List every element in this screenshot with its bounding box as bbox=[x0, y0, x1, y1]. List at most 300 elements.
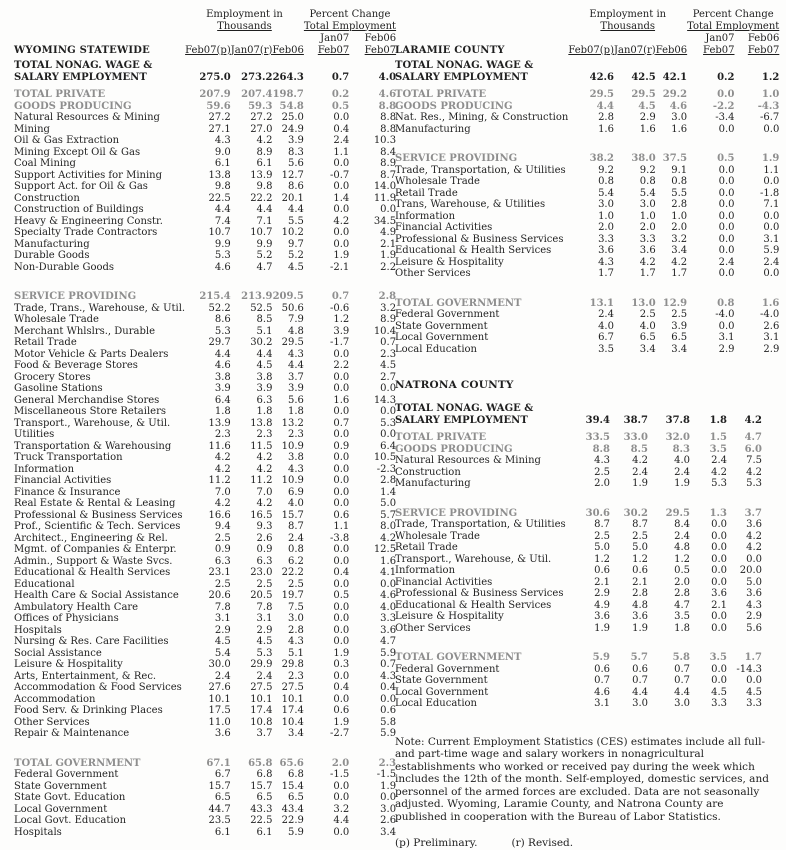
value-cell: 0.0 bbox=[333, 429, 350, 440]
value-cell: -2.2 bbox=[712, 100, 735, 112]
column-header-feb07b: Feb07 bbox=[364, 44, 397, 56]
row-label: Financial Activities bbox=[395, 222, 493, 233]
row-label: Architect., Engineering & Rel. bbox=[14, 532, 168, 544]
value-cell: 0.0 bbox=[333, 792, 350, 803]
table-row bbox=[395, 188, 779, 200]
value-cell: 22.2 bbox=[281, 567, 304, 578]
table-row bbox=[395, 153, 779, 165]
value-cell: 3.4 bbox=[671, 343, 688, 355]
value-cell: 4.2 bbox=[256, 135, 273, 146]
table-row bbox=[395, 664, 762, 676]
value-cell: 4.6 bbox=[214, 360, 231, 371]
value-cell: 4.4 bbox=[333, 815, 350, 826]
value-cell: 4.5 bbox=[256, 360, 273, 371]
value-cell: 4.2 bbox=[214, 452, 231, 463]
value-cell: 5.1 bbox=[287, 647, 304, 659]
value-cell: 3.6 bbox=[711, 588, 727, 599]
value-cell: 4.5 bbox=[287, 261, 304, 273]
row-label: Natural Resources & Mining bbox=[395, 455, 541, 466]
value-cell: 4.6 bbox=[214, 261, 231, 273]
value-cell: 2.0 bbox=[594, 478, 610, 489]
value-cell: 3.1 bbox=[214, 613, 231, 624]
row-label: Professional & Business Services bbox=[14, 509, 183, 521]
table-row bbox=[395, 415, 762, 427]
value-cell: 1.7 bbox=[639, 268, 656, 279]
value-cell: 4.2 bbox=[671, 256, 688, 268]
value-cell: 4.2 bbox=[256, 498, 273, 509]
value-cell: 0.7 bbox=[380, 659, 397, 670]
value-cell: 13.8 bbox=[208, 169, 231, 181]
value-cell: 10.7 bbox=[250, 227, 273, 238]
value-cell: 0.0 bbox=[333, 452, 350, 463]
value-cell: 4.5 bbox=[256, 636, 273, 647]
row-label: State Govt. Education bbox=[14, 792, 126, 803]
value-cell: 1.9 bbox=[333, 716, 350, 728]
row-label: TOTAL PRIVATE bbox=[395, 432, 487, 443]
table-row bbox=[395, 176, 779, 188]
value-cell: 0.0 bbox=[333, 624, 350, 636]
value-cell: -4.0 bbox=[715, 309, 735, 320]
table-row bbox=[14, 124, 396, 136]
spacer-cell bbox=[395, 135, 779, 153]
value-cell: 1.0 bbox=[598, 210, 614, 222]
table-title-wyoming: WYOMING STATEWIDE bbox=[14, 44, 150, 56]
value-cell: 3.6 bbox=[594, 611, 610, 622]
value-cell: 2.5 bbox=[287, 578, 304, 590]
value-cell: 2.8 bbox=[632, 588, 648, 599]
value-cell: 0.5 bbox=[331, 100, 350, 112]
row-label: Support Activities for Mining bbox=[14, 169, 163, 181]
value-cell: 4.2 bbox=[214, 463, 231, 475]
value-cell: 2.1 bbox=[632, 576, 648, 588]
column-header-jan07r: Jan07(r) bbox=[613, 44, 656, 56]
row-label: Wholesale Trade bbox=[395, 530, 480, 542]
value-cell: 0.0 bbox=[718, 268, 735, 279]
value-cell: 3.6 bbox=[214, 728, 231, 739]
value-cell: 19.7 bbox=[281, 590, 304, 601]
value-cell: 1.0 bbox=[671, 210, 688, 222]
row-label: TOTAL PRIVATE bbox=[14, 89, 106, 100]
value-cell: 2.2 bbox=[380, 261, 397, 273]
table-row bbox=[395, 444, 762, 456]
value-cell: 0.0 bbox=[333, 578, 350, 590]
row-label: State Government bbox=[395, 675, 488, 686]
value-cell: 3.0 bbox=[639, 199, 656, 210]
row-label: Oil & Gas Extraction bbox=[14, 135, 120, 146]
table-row bbox=[14, 464, 396, 476]
value-cell: 2.0 bbox=[639, 222, 656, 233]
value-cell: 8.8 bbox=[380, 123, 397, 135]
value-cell: 2.4 bbox=[763, 256, 780, 268]
value-cell: 6.8 bbox=[287, 769, 304, 780]
value-cell: 5.8 bbox=[672, 652, 690, 663]
table-row bbox=[14, 804, 396, 816]
value-cell: -4.3 bbox=[757, 100, 780, 112]
value-cell: 1.8 bbox=[674, 622, 690, 634]
table-row bbox=[14, 170, 396, 182]
header-spacer-cell bbox=[272, 32, 303, 44]
row-label: Transportation & Warehousing bbox=[14, 440, 172, 452]
value-cell: 8.9 bbox=[256, 146, 273, 158]
value-cell: 5.0 bbox=[594, 542, 610, 553]
value-cell: 0.0 bbox=[718, 176, 735, 187]
table-row bbox=[395, 687, 762, 699]
table-row bbox=[395, 257, 779, 269]
value-cell: 1.8 bbox=[256, 406, 273, 417]
table-row bbox=[395, 432, 762, 444]
value-cell: 9.3 bbox=[256, 521, 273, 532]
value-cell: 59.6 bbox=[206, 100, 231, 112]
value-cell: 2.4 bbox=[674, 530, 690, 542]
table-row bbox=[14, 613, 396, 625]
value-cell: 0.7 bbox=[331, 291, 350, 302]
value-cell: 2.8 bbox=[671, 199, 688, 210]
value-cell: 0.0 bbox=[380, 792, 397, 803]
value-cell: 10.4 bbox=[373, 325, 397, 337]
value-cell: 8.7 bbox=[287, 521, 304, 532]
value-cell: 1.0 bbox=[639, 210, 656, 222]
row-label: Truck Transportation bbox=[14, 452, 123, 463]
row-label: Miscellaneous Store Retailers bbox=[14, 406, 166, 417]
row-label: Non-Durable Goods bbox=[14, 261, 115, 273]
value-cell: 0.0 bbox=[380, 578, 397, 590]
value-cell: 1.6 bbox=[639, 123, 656, 135]
row-label: Health Care & Social Assistance bbox=[14, 590, 179, 601]
value-cell: 39.4 bbox=[585, 414, 610, 426]
employment-table-laramie bbox=[395, 8, 779, 355]
value-cell: 8.8 bbox=[378, 100, 397, 112]
row-label: Other Services bbox=[395, 622, 471, 634]
value-cell: 0.0 bbox=[711, 553, 727, 565]
table-row bbox=[395, 268, 779, 280]
value-cell: 2.4 bbox=[214, 670, 231, 682]
value-cell: 0.2 bbox=[331, 89, 350, 100]
header-spacer-cell bbox=[656, 32, 687, 44]
value-cell: 0.6 bbox=[632, 663, 648, 675]
row-label: State Government bbox=[14, 780, 107, 792]
value-cell: 3.6 bbox=[746, 519, 762, 530]
value-cell: 8.6 bbox=[287, 181, 304, 192]
value-cell: 3.8 bbox=[287, 452, 304, 463]
value-cell: 3.0 bbox=[632, 698, 648, 709]
value-cell: 1.9 bbox=[632, 622, 648, 634]
row-label: Support Act. for Oil & Gas bbox=[14, 181, 148, 192]
value-cell: 4.7 bbox=[744, 432, 762, 443]
table-header bbox=[14, 8, 396, 56]
value-cell: 27.5 bbox=[281, 682, 304, 693]
row-label: Professional & Business Services bbox=[395, 588, 564, 599]
value-cell: 2.3 bbox=[378, 757, 397, 769]
value-cell: 4.2 bbox=[746, 466, 762, 478]
row-label: Trade, Transportation, & Utilities bbox=[395, 164, 566, 176]
row-label: Accommodation bbox=[14, 693, 96, 705]
value-cell: 8.9 bbox=[380, 158, 397, 169]
table-row bbox=[14, 227, 396, 239]
value-cell: 2.2 bbox=[333, 360, 350, 371]
laramie-table-body bbox=[395, 56, 779, 355]
value-cell: 1.9 bbox=[380, 250, 397, 261]
value-cell: 4.2 bbox=[256, 463, 273, 475]
value-cell: 0.3 bbox=[333, 659, 350, 670]
spacer-row bbox=[14, 740, 396, 758]
table-row bbox=[14, 262, 396, 274]
value-cell: 8.3 bbox=[287, 146, 304, 158]
value-cell: 2.1 bbox=[711, 599, 727, 611]
table-title-laramie: LARAMIE COUNTY bbox=[395, 44, 505, 56]
row-label: Construction bbox=[14, 192, 80, 204]
value-cell: 3.5 bbox=[709, 652, 727, 663]
value-cell: 12.9 bbox=[662, 297, 688, 309]
value-cell: 8.0 bbox=[380, 521, 397, 532]
value-cell: 10.9 bbox=[281, 475, 304, 486]
value-cell: -14.3 bbox=[736, 663, 762, 675]
column-header-feb07p: Feb07(p) bbox=[185, 44, 231, 56]
table-row bbox=[14, 250, 396, 262]
value-cell: 0.0 bbox=[333, 238, 350, 250]
value-cell: 1.7 bbox=[671, 268, 688, 279]
table-row bbox=[395, 554, 762, 566]
table-row bbox=[395, 89, 779, 101]
table-row bbox=[395, 199, 779, 211]
value-cell: 20.5 bbox=[250, 590, 273, 601]
table-header bbox=[395, 8, 779, 56]
table-row bbox=[14, 441, 396, 453]
row-label: Leisure & Hospitality bbox=[395, 256, 504, 268]
row-label: Retail Trade bbox=[395, 542, 458, 553]
value-cell: 0.0 bbox=[718, 210, 735, 222]
row-label: Educational & Health Services bbox=[395, 599, 552, 611]
value-cell: 3.0 bbox=[598, 199, 614, 210]
value-cell: 2.5 bbox=[214, 578, 231, 590]
table-row bbox=[395, 60, 779, 72]
row-label: Financial Activities bbox=[14, 475, 112, 486]
value-cell: 20.0 bbox=[739, 565, 762, 576]
value-cell: 0.0 bbox=[333, 181, 350, 192]
value-cell: 5.4 bbox=[639, 187, 656, 199]
value-cell: 0.6 bbox=[632, 565, 648, 576]
value-cell: 9.9 bbox=[256, 238, 273, 250]
value-cell: 4.2 bbox=[214, 498, 231, 509]
value-cell: 2.9 bbox=[718, 343, 735, 355]
value-cell: 273.2 bbox=[241, 71, 273, 83]
value-cell: 8.5 bbox=[630, 443, 648, 455]
table-row bbox=[14, 349, 396, 361]
row-label: Nursing & Res. Care Facilities bbox=[14, 636, 169, 647]
value-cell: 0.0 bbox=[711, 663, 727, 675]
value-cell: -0.7 bbox=[329, 169, 350, 181]
value-cell: 2.0 bbox=[674, 576, 690, 588]
row-label: Manufacturing bbox=[395, 478, 471, 489]
value-cell: 3.0 bbox=[287, 613, 304, 624]
value-cell: 1.2 bbox=[632, 553, 648, 565]
row-label: Wholesale Trade bbox=[395, 176, 480, 187]
value-cell: 3.9 bbox=[671, 320, 688, 332]
table-row bbox=[14, 383, 396, 395]
value-cell: 4.3 bbox=[287, 463, 304, 475]
value-cell: 13.2 bbox=[281, 417, 304, 429]
row-label: Construction of Buildings bbox=[14, 204, 144, 215]
value-cell: 25.0 bbox=[281, 112, 304, 123]
header-spacer-cell bbox=[568, 32, 614, 44]
value-cell: 4.3 bbox=[287, 636, 304, 647]
value-cell: 2.5 bbox=[594, 466, 610, 478]
value-cell: 7.4 bbox=[214, 215, 231, 227]
value-cell: 27.2 bbox=[250, 112, 273, 123]
value-cell: 8.7 bbox=[380, 169, 397, 181]
value-cell: 1.7 bbox=[744, 652, 762, 663]
value-cell: 0.0 bbox=[380, 406, 397, 417]
value-cell: 4.4 bbox=[287, 360, 304, 371]
value-cell: 5.0 bbox=[746, 576, 762, 588]
value-cell: 9.4 bbox=[214, 521, 231, 532]
value-cell: 44.7 bbox=[208, 803, 231, 815]
row-label: TOTAL NONAG. WAGE & bbox=[395, 403, 534, 414]
value-cell: 0.0 bbox=[763, 210, 780, 222]
value-cell: 5.5 bbox=[287, 215, 304, 227]
table-row bbox=[395, 565, 762, 577]
value-cell: 207.9 bbox=[199, 89, 231, 100]
value-cell: 0.0 bbox=[333, 613, 350, 624]
table-row bbox=[14, 158, 396, 170]
row-label: GOODS PRODUCING bbox=[395, 443, 513, 455]
value-cell: 3.1 bbox=[763, 332, 780, 343]
value-cell: 2.9 bbox=[763, 343, 780, 355]
value-cell: 5.3 bbox=[711, 478, 727, 489]
table-row bbox=[14, 216, 396, 228]
value-cell: 2.8 bbox=[674, 588, 690, 599]
table-row bbox=[14, 337, 396, 349]
value-cell: 0.4 bbox=[380, 682, 397, 693]
value-cell: 7.5 bbox=[287, 601, 304, 613]
value-cell: 4.7 bbox=[380, 636, 397, 647]
value-cell: 5.8 bbox=[380, 716, 397, 728]
value-cell: 0.0 bbox=[333, 463, 350, 475]
value-cell: 4.9 bbox=[594, 599, 610, 611]
value-cell: 3.2 bbox=[671, 233, 688, 245]
value-cell: 5.2 bbox=[287, 250, 304, 261]
value-cell: 42.1 bbox=[662, 71, 688, 83]
value-cell: 4.3 bbox=[380, 670, 397, 682]
value-cell: 17.5 bbox=[208, 705, 231, 716]
value-cell: 2.5 bbox=[594, 530, 610, 542]
value-cell: 33.0 bbox=[623, 432, 648, 443]
natrona-section bbox=[395, 379, 777, 710]
table-row bbox=[14, 521, 396, 533]
value-cell: 3.3 bbox=[746, 698, 762, 709]
value-cell: 1.0 bbox=[761, 89, 780, 100]
value-cell: 4.8 bbox=[632, 599, 648, 611]
value-cell: 0.8 bbox=[598, 176, 614, 187]
value-cell: 1.7 bbox=[598, 268, 614, 279]
value-cell: 2.4 bbox=[598, 309, 614, 320]
table-row bbox=[14, 625, 396, 637]
value-cell: 9.2 bbox=[598, 164, 614, 176]
value-cell: 5.3 bbox=[746, 478, 762, 489]
value-cell: 29.5 bbox=[281, 337, 304, 348]
value-cell: 0.0 bbox=[333, 383, 350, 394]
value-cell: 7.8 bbox=[256, 601, 273, 613]
table-row bbox=[14, 395, 396, 407]
value-cell: 8.7 bbox=[594, 519, 610, 530]
value-cell: 2.1 bbox=[594, 576, 610, 588]
value-cell: -4.0 bbox=[760, 309, 780, 320]
value-cell: 29.7 bbox=[208, 337, 231, 348]
value-cell: 10.4 bbox=[281, 716, 304, 728]
table-row bbox=[395, 112, 779, 124]
row-label: Leisure & Hospitality bbox=[14, 659, 123, 670]
table-row bbox=[14, 567, 396, 579]
table-row bbox=[14, 239, 396, 251]
row-label: TOTAL GOVERNMENT bbox=[14, 757, 141, 769]
value-cell: 0.0 bbox=[333, 826, 350, 838]
value-cell: 2.8 bbox=[378, 291, 397, 302]
row-label: Local Government bbox=[395, 332, 489, 343]
table-row bbox=[14, 193, 396, 205]
value-cell: 4.0 bbox=[287, 498, 304, 509]
row-label: Local Govt. Education bbox=[14, 815, 127, 826]
row-label: Coal Mining bbox=[14, 158, 76, 169]
value-cell: 22.9 bbox=[281, 815, 304, 826]
value-cell: 3.3 bbox=[380, 613, 397, 624]
value-cell: 0.0 bbox=[718, 245, 735, 256]
row-label: Gasoline Stations bbox=[14, 383, 103, 394]
value-cell: 2.5 bbox=[632, 530, 648, 542]
value-cell: 9.7 bbox=[287, 238, 304, 250]
spacer-cell bbox=[395, 280, 779, 298]
value-cell: 0.0 bbox=[711, 530, 727, 542]
value-cell: 1.6 bbox=[761, 297, 780, 309]
row-label: Federal Government bbox=[395, 663, 500, 675]
value-cell: 213.9 bbox=[241, 291, 273, 302]
row-label: Retail Trade bbox=[395, 187, 458, 199]
value-cell: 3.0 bbox=[380, 803, 397, 815]
value-cell: -2.7 bbox=[329, 728, 350, 739]
table-row bbox=[395, 531, 762, 543]
row-label: SALARY EMPLOYMENT bbox=[395, 414, 528, 426]
table-row bbox=[395, 600, 762, 612]
value-cell: 4.4 bbox=[214, 348, 231, 360]
value-cell: 5.0 bbox=[632, 542, 648, 553]
value-cell: 2.6 bbox=[763, 320, 780, 332]
value-cell: 0.0 bbox=[380, 204, 397, 215]
value-cell: 4.0 bbox=[378, 71, 397, 83]
value-cell: 13.9 bbox=[208, 417, 231, 429]
value-cell: 2.5 bbox=[639, 309, 656, 320]
table-row bbox=[395, 588, 762, 600]
value-cell: 38.0 bbox=[631, 153, 656, 164]
employment-table-wyoming bbox=[14, 8, 396, 838]
table-row bbox=[14, 303, 396, 315]
spacer-row bbox=[395, 280, 779, 298]
table-row bbox=[395, 652, 762, 664]
value-cell: 3.0 bbox=[674, 698, 690, 709]
row-label: General Merchandise Stores bbox=[14, 394, 160, 406]
value-cell: 4.6 bbox=[378, 89, 397, 100]
row-label: Admin., Support & Waste Svcs. bbox=[14, 555, 173, 567]
value-cell: 4.0 bbox=[674, 455, 690, 466]
column-group-percent-change: Percent Change bbox=[692, 8, 774, 20]
value-cell: 5.6 bbox=[287, 394, 304, 406]
value-cell: 5.6 bbox=[746, 622, 762, 634]
table-row bbox=[395, 222, 779, 234]
value-cell: 6.5 bbox=[256, 792, 273, 803]
value-cell: 8.9 bbox=[380, 314, 397, 325]
value-cell: 32.0 bbox=[665, 432, 690, 443]
value-cell: 3.5 bbox=[674, 611, 690, 622]
row-label: SALARY EMPLOYMENT bbox=[14, 71, 147, 83]
value-cell: 0.6 bbox=[594, 565, 610, 576]
value-cell: 9.8 bbox=[214, 181, 231, 192]
